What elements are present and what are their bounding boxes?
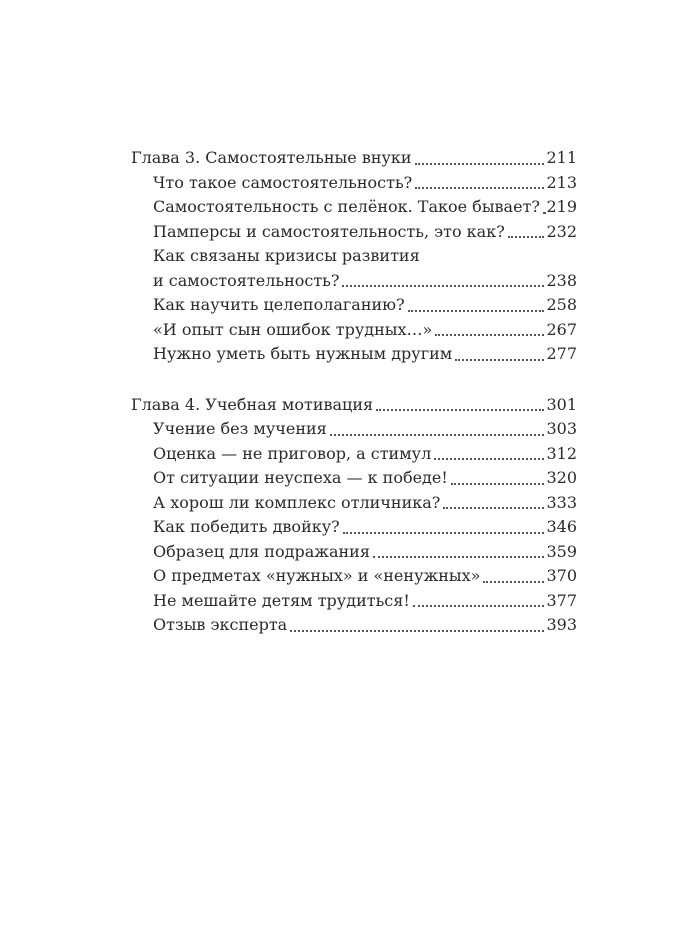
page-number: 301 [546,394,577,414]
toc-entry[interactable] [131,613,577,638]
dot-leader [443,507,544,509]
toc-entry[interactable] [131,515,577,540]
page-number: 377 [546,590,577,610]
page-number: 359 [546,541,577,561]
dot-leader [415,187,544,189]
chapter-title: Глава 4. Учебная мотивация [131,394,374,414]
page-number: 393 [546,615,577,634]
page-number: 333 [546,492,577,512]
dot-leader [413,605,545,607]
dot-leader [415,163,545,165]
dot-leader [342,285,544,287]
page-number: 370 [546,566,577,585]
page-number: 303 [546,419,577,438]
chapter-4-section [131,393,577,638]
entry-title: Не мешайте детям трудиться! [153,590,410,610]
dot-leader [373,556,545,558]
page-number: 312 [546,443,577,463]
dot-leader [290,630,544,632]
page-number: 238 [546,270,577,290]
dot-leader [376,409,544,411]
table-of-contents [131,146,577,664]
page-number: 219 [546,197,577,216]
toc-entry[interactable] [131,342,577,367]
toc-entry[interactable] [131,491,577,516]
dot-leader [483,581,544,583]
chapter-3-heading[interactable] [131,146,577,171]
dot-leader [455,359,544,361]
entry-title-line2: и самостоятельность? [153,270,340,290]
toc-entry[interactable] [131,195,577,220]
toc-entry[interactable] [131,318,577,343]
entry-title: Оценка — не приговор, а стимул [153,443,432,463]
page-number: 320 [546,468,577,487]
page-number: 267 [546,319,577,339]
toc-entry[interactable] [131,442,577,467]
chapter-3-section [131,146,577,367]
toc-entry[interactable] [131,540,577,565]
dot-leader [330,434,545,436]
toc-entry[interactable] [131,220,577,245]
toc-entry[interactable] [131,417,577,442]
entry-title: Образец для подражания [153,541,370,561]
toc-entry[interactable] [131,564,577,589]
entry-title: Нужно уметь быть нужным другим [153,344,453,363]
entry-title: «И опыт сын ошибок трудных…» [153,319,433,339]
entry-title-line1: Как связаны кризисы развития [153,246,420,265]
dot-leader [408,310,545,312]
dot-leader [434,458,544,460]
entry-title: Как победить двойку? [153,517,340,536]
toc-entry-multiline[interactable] [131,244,577,293]
dot-leader [435,334,544,336]
toc-entry[interactable] [131,293,577,318]
entry-title: Самостоятельность с пелёнок. Такое бывает? [153,197,540,216]
dot-leader [543,212,544,214]
entry-title: Отзыв эксперта [153,615,288,634]
chapter-4-heading[interactable] [131,393,577,418]
page-number: 213 [546,172,577,192]
toc-entry[interactable] [131,589,577,614]
entry-title: Что такое самостоятельность? [153,172,413,192]
page-number: 232 [546,221,577,241]
entry-title: Памперсы и самостоятельность, это как? [153,221,505,241]
toc-entry[interactable] [131,171,577,196]
entry-title: От ситуации неуспеха — к победе! [153,468,448,487]
page-number: 211 [546,148,577,167]
page-number: 346 [546,517,577,536]
entry-title: О предметах «нужных» и «ненужных» [153,566,481,585]
entry-title-line2-row [153,269,577,294]
dot-leader [508,236,545,238]
page-number: 258 [546,295,577,314]
entry-title: Как научить целеполаганию? [153,295,405,314]
toc-entry[interactable] [131,466,577,491]
page-number: 277 [546,344,577,363]
entry-title: А хорош ли комплекс отличника? [153,492,441,512]
entry-title: Учение без мучения [153,419,327,438]
chapter-title: Глава 3. Самостоятельные внуки [131,148,412,167]
dot-leader [343,532,545,534]
dot-leader [451,483,545,485]
